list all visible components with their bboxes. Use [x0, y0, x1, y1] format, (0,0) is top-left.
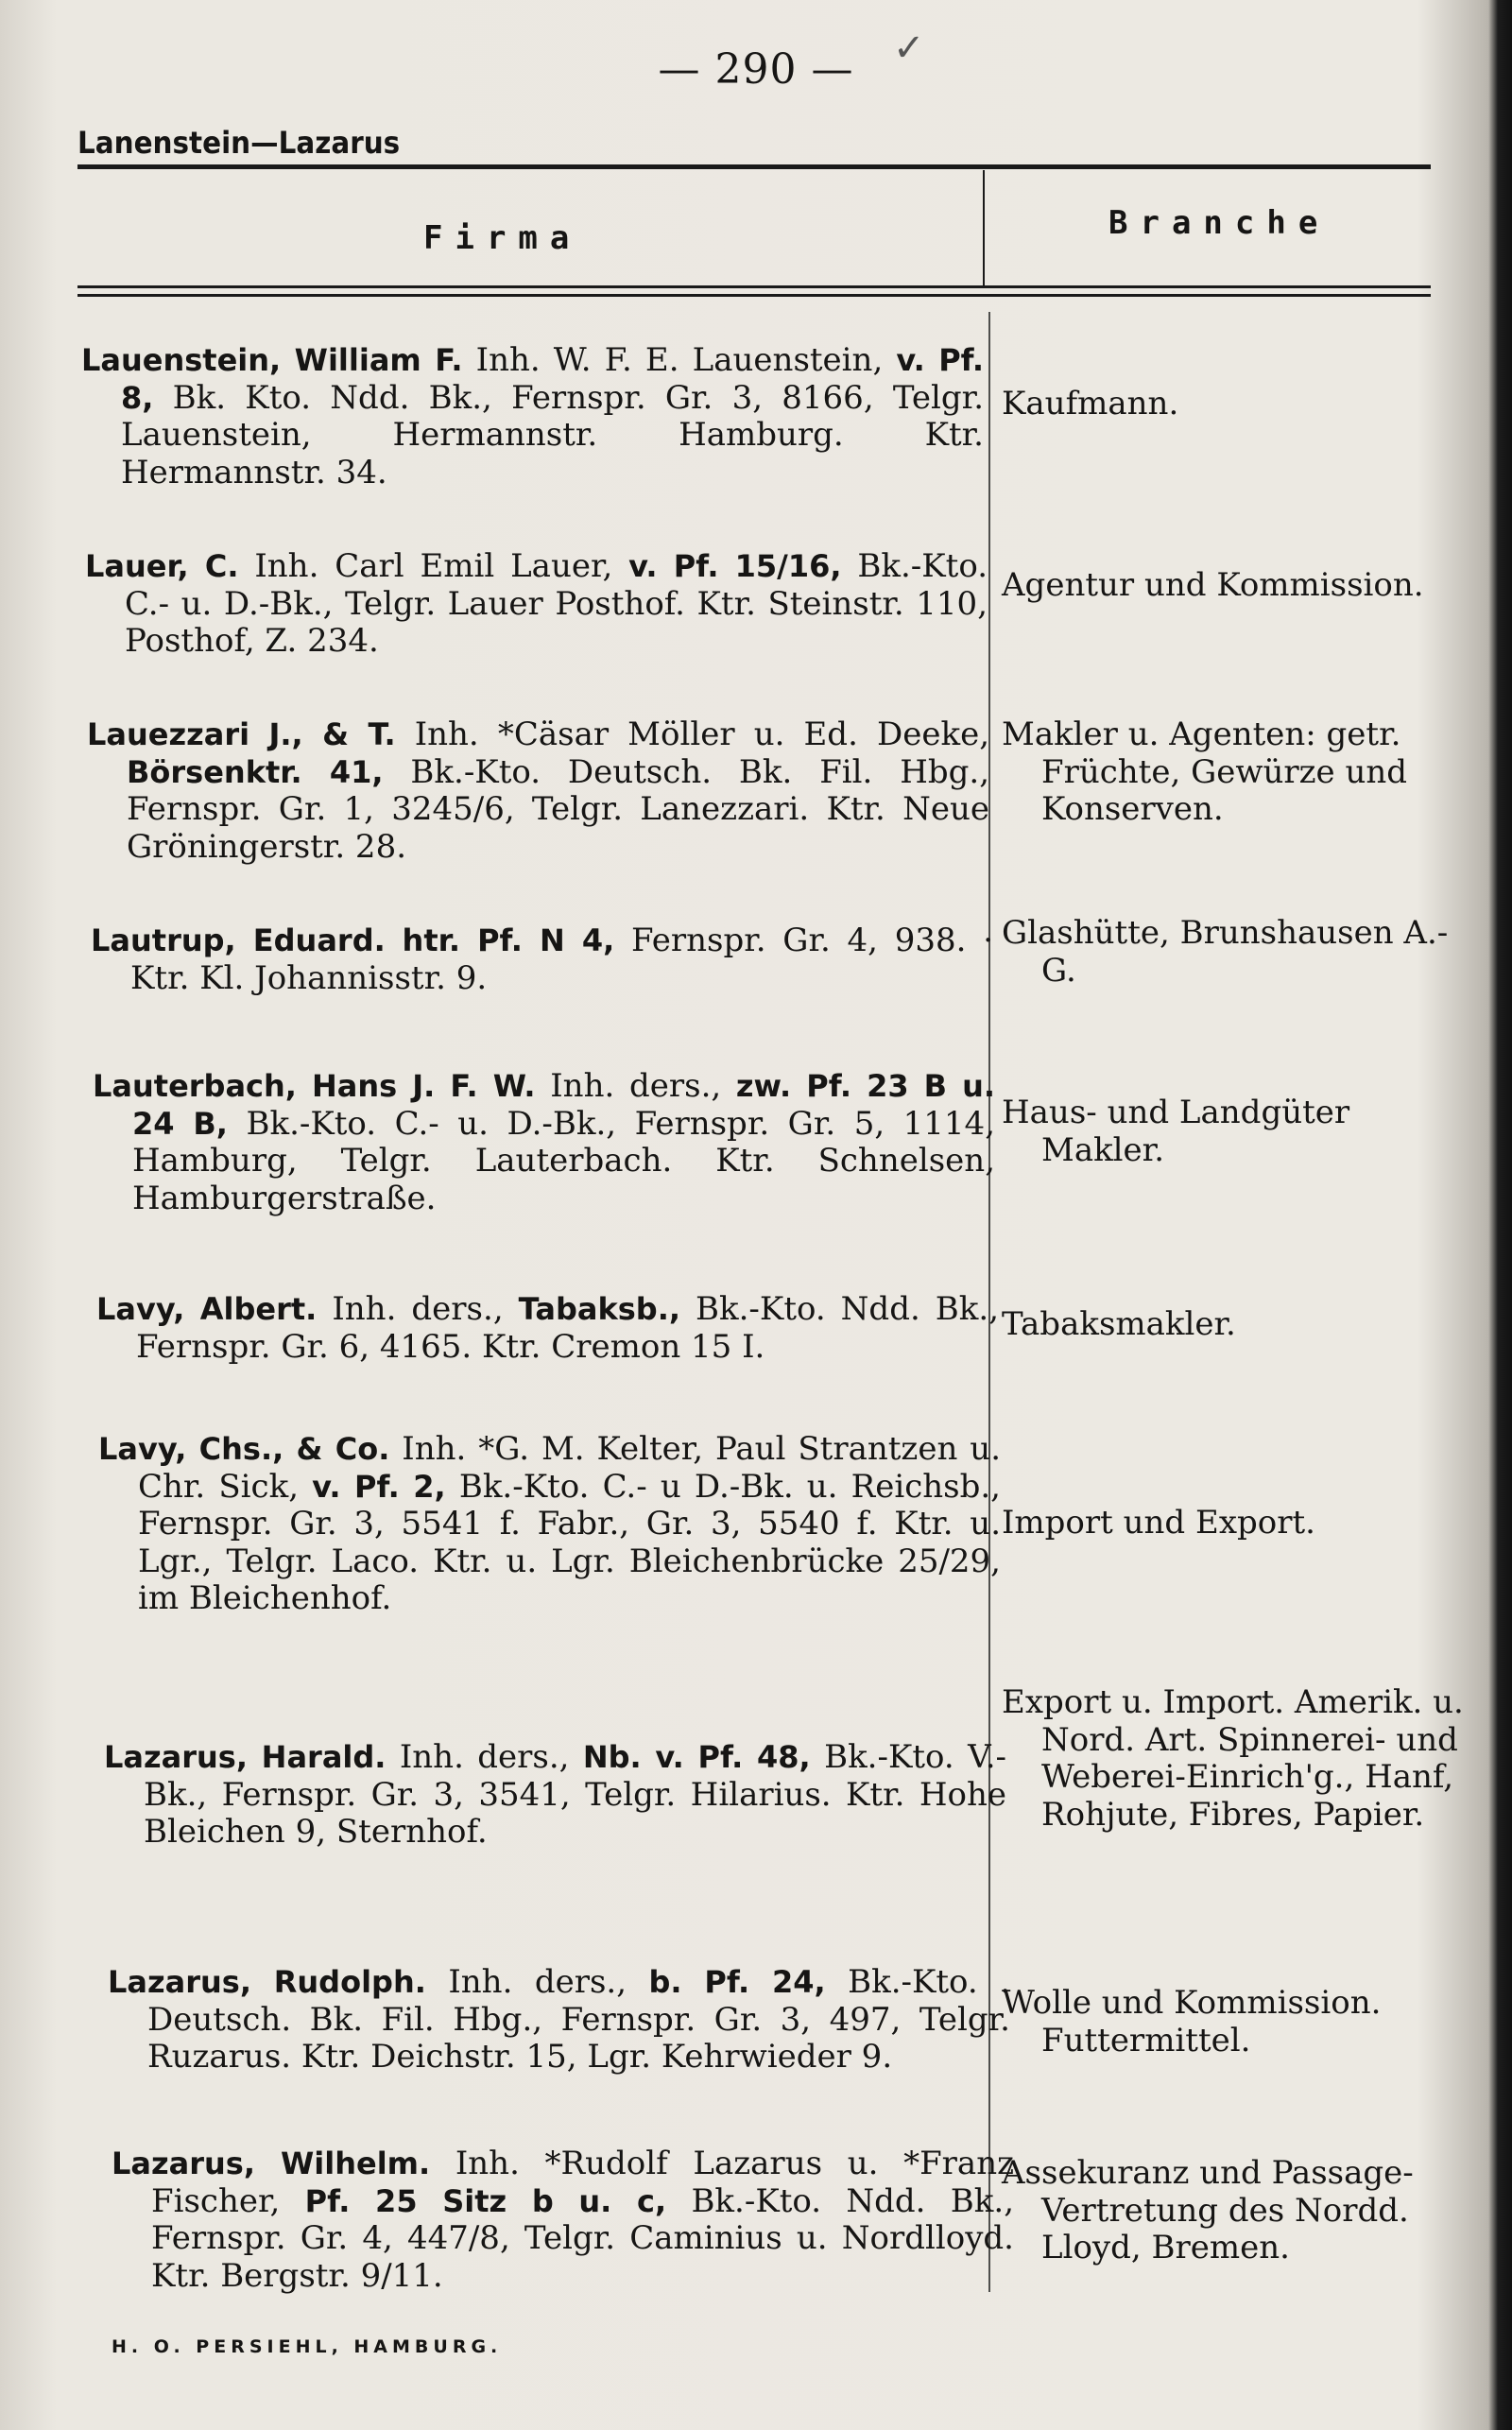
entry-text	[87, 716, 989, 866]
entry-text	[104, 1739, 1006, 1852]
branche-lauterbach	[1002, 1094, 1474, 1169]
printer-imprint: H. O. PERSIEHL, HAMBURG.	[112, 2336, 503, 2357]
entry-text	[108, 1964, 1010, 2077]
entry-bold-detail: Börsenktr. 41,	[127, 753, 384, 790]
branche-text: Glashütte, Brunshausen A.-G.	[1002, 914, 1449, 990]
entry-detail-b: Bk.-Kto. Deutsch. Bk. Fil. Hbg., Fernspr. Gr. 1, 3245/6, Telgr. Lanezzari. Ktr. Neue Gröningerstr. 28.	[127, 752, 990, 866]
entry-lauterbach	[93, 1068, 995, 1217]
branche-lauer	[1002, 567, 1474, 605]
entry-bold-detail: Nb. v. Pf. 48,	[582, 1739, 811, 1775]
top-rule	[77, 164, 1431, 169]
firm-name: Lauezzari J., & T.	[87, 716, 396, 752]
branche-text: Import und Export.	[1002, 1504, 1315, 1542]
entry-detail-a: Inh. *Rudolf Lazarus u. *Franz Fischer,	[151, 2145, 1015, 2220]
entry-lauenstein	[81, 342, 984, 491]
branche-lauezzari	[1002, 716, 1474, 829]
branche-text: Agentur und Kommission.	[1002, 566, 1424, 604]
entry-lazarus-rudolph	[108, 1964, 1010, 2077]
firm-name: Lauer, C.	[85, 548, 239, 584]
firm-name: Lazarus, Rudolph.	[108, 1964, 426, 2000]
entry-text	[96, 1291, 999, 1366]
entry-detail-a: Inh. W. F. E. Lauenstein,	[462, 341, 897, 379]
branche-lavy-albert	[1002, 1306, 1474, 1344]
branche-text: Assekuranz und Passage-Vertretung des Nordd. Lloyd, Bremen.	[1002, 2154, 1414, 2266]
entry-text	[93, 1068, 995, 1217]
branche-text: Wolle und Kommission. Futtermittel.	[1002, 1984, 1382, 2059]
branche-lauenstein	[1002, 386, 1474, 423]
branche-lazarus-rudolph	[1002, 1985, 1474, 2059]
branche-text: Tabaksmakler.	[1002, 1305, 1236, 1343]
entry-bold-detail: Pf. 25 Sitz b u. c,	[304, 2182, 667, 2219]
entry-detail-a: Inh. ders.,	[386, 1738, 583, 1776]
entry-lavy-chs	[98, 1431, 1001, 1618]
entry-lautrup	[91, 922, 993, 997]
entry-text	[81, 342, 984, 491]
branche-lazarus-harald	[1002, 1684, 1474, 1834]
branche-text: Haus- und Landgüter Makler.	[1002, 1094, 1350, 1169]
entry-bold-detail: v. Pf. 2,	[312, 1468, 446, 1505]
entry-detail-a: Inh. ders.,	[317, 1290, 519, 1328]
entry-detail-b: Bk.-Kto. C.- u D.-Bk. u. Reichsb., Fernspr. Gr. 3, 5541 f. Fabr., Gr. 3, 5540 f. Ktr. u. Lgr., Telgr. Laco. Ktr. u. Lgr. Bleichenbrücke 25/29, im Bleichenhof.	[138, 1467, 1001, 1617]
branche-text: Export u. Import. Amerik. u. Nord. Art. Spinnerei- und Weberei-Einrich'g., Hanf, Rohjute, Fibres, Papier.	[1002, 1683, 1464, 1834]
firm-name: Lavy, Albert.	[96, 1291, 318, 1327]
entry-lauer	[85, 548, 988, 661]
entry-detail-a	[386, 922, 403, 959]
entry-bold-detail: v. Pf. 8,	[121, 342, 985, 416]
page-number: — 290 —	[658, 45, 854, 94]
entry-detail-a: Inh. Carl Emil Lauer,	[238, 547, 629, 585]
entry-bold-detail: v. Pf. 15/16,	[628, 548, 842, 584]
entry-detail-b: Bk. Kto. Ndd. Bk., Fernspr. Gr. 3, 8166, Telgr. Lauenstein, Hermannstr. Hamburg. Ktr. Hermannstr. 34.	[121, 378, 984, 491]
firm-name: Lazarus, Harald.	[104, 1739, 387, 1775]
entry-detail-a: Inh. *Cäsar Möller u. Ed. Deeke,	[395, 715, 990, 753]
entry-bold-detail: b. Pf. 24,	[648, 1964, 826, 2000]
branche-lavy-chs	[1002, 1505, 1474, 1542]
entry-bold-detail: zw. Pf. 23 B u. 24 B,	[132, 1068, 996, 1142]
entry-detail-b: Bk.-Kto. Ndd. Bk., Fernspr. Gr. 4, 447/8, Telgr. Caminius u. Nordlloyd. Ktr. Bergstr. 9/11.	[151, 2181, 1015, 2295]
entry-lazarus-harald	[104, 1739, 1006, 1852]
entry-lazarus-wilhelm	[112, 2146, 1014, 2295]
firm-name: Lauterbach, Hans J. F. W.	[93, 1068, 536, 1104]
entry-lauezzari	[87, 716, 989, 866]
entry-detail-a: Inh. *G. M. Kelter, Paul Strantzen u. Chr. Sick,	[138, 1430, 1002, 1506]
entry-lavy-albert	[96, 1291, 999, 1366]
entry-text	[112, 2146, 1014, 2295]
pencil-check-mark: ✓	[893, 26, 925, 70]
entry-detail-a: Inh. ders.,	[425, 1963, 649, 2001]
column-header-branche: Branche	[1108, 204, 1331, 242]
entry-detail-b: Bk.-Kto. V.-Bk., Fernspr. Gr. 3, 3541, Telgr. Hilarius. Ktr. Hohe Bleichen 9, Sternhof.	[144, 1738, 1006, 1851]
branche-lautrup	[1002, 915, 1474, 990]
entry-bold-detail: Tabaksb.,	[518, 1291, 680, 1327]
header-column-divider	[983, 170, 985, 285]
header-bottom-rule-2	[77, 294, 1431, 297]
running-head: Lanenstein—Lazarus	[77, 125, 401, 161]
entry-text	[98, 1431, 1001, 1618]
entry-text	[91, 922, 993, 997]
header-bottom-rule-1	[77, 285, 1431, 288]
firm-name: Lavy, Chs., & Co.	[98, 1431, 390, 1467]
branche-text: Kaufmann.	[1002, 385, 1179, 422]
entry-detail-b: Fernspr. Gr. 4, 938. · Ktr. Kl. Johannisstr. 9.	[130, 922, 994, 997]
firm-name: Lautrup, Eduard.	[91, 922, 386, 958]
entry-text	[85, 548, 988, 661]
branche-text: Makler u. Agenten: getr. Früchte, Gewürze und Konserven.	[1002, 715, 1408, 828]
entry-detail-b: Bk.-Kto. Ndd. Bk., Fernspr. Gr. 6, 4165. Ktr. Cremon 15 I.	[136, 1290, 1000, 1366]
firm-name: Lauenstein, William F.	[81, 342, 463, 378]
column-header-firma: Firma	[423, 219, 582, 257]
entry-detail-b: Bk.-Kto. C.- u. D.-Bk., Fernspr. Gr. 5, 1114, Hamburg, Telgr. Lauterbach. Ktr. Schnelsen, Hamburgerstraße.	[132, 1104, 995, 1217]
firm-name: Lazarus, Wilhelm.	[112, 2146, 431, 2181]
entry-bold-detail: htr. Pf. N 4,	[402, 922, 615, 958]
branche-lazarus-wilhelm	[1002, 2155, 1474, 2267]
entry-detail-b: Bk.-Kto. C.- u. D.-Bk., Telgr. Lauer Posthof. Ktr. Steinstr. 110, Posthof, Z. 234.	[125, 547, 988, 660]
entry-detail-a: Inh. ders.,	[535, 1067, 736, 1105]
entry-detail-b: Bk.-Kto. . Deutsch. Bk. Fil. Hbg., Fernspr. Gr. 3, 497, Telgr. Ruzarus. Ktr. Deichstr. 15, Lgr. Kehrwieder 9.	[147, 1963, 1010, 2076]
